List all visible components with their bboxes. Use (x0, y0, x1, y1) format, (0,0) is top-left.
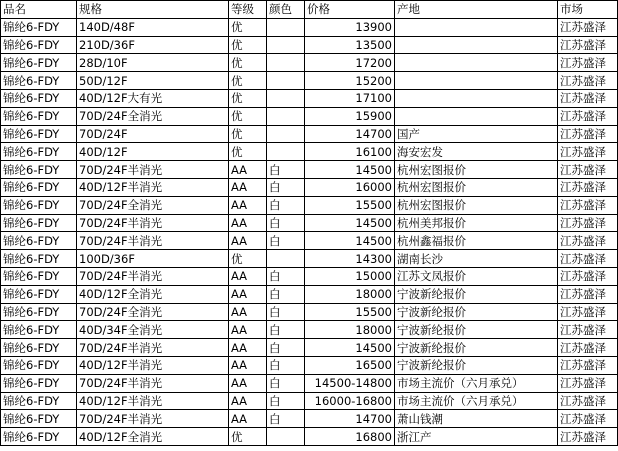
table-row (1, 36, 618, 54)
cell-spec: 40D/12F全消光 (77, 285, 229, 303)
cell-origin (395, 107, 558, 125)
cell-market: 江苏盛泽 (558, 303, 618, 321)
cell-origin: 杭州宏图报价 (395, 196, 558, 214)
table-body (1, 18, 618, 445)
cell-spec: 40D/34F全消光 (77, 321, 229, 339)
cell-grade: 优 (229, 54, 267, 72)
cell-market: 江苏盛泽 (558, 321, 618, 339)
cell-name: 锦纶6-FDY (1, 125, 77, 143)
cell-market: 江苏盛泽 (558, 339, 618, 357)
cell-name: 锦纶6-FDY (1, 18, 77, 36)
cell-grade: AA (229, 232, 267, 250)
table-row (1, 285, 618, 303)
cell-grade: AA (229, 392, 267, 410)
cell-spec: 100D/36F (77, 250, 229, 268)
cell-market: 江苏盛泽 (558, 267, 618, 285)
cell-color: 白 (267, 303, 305, 321)
cell-name: 锦纶6-FDY (1, 267, 77, 285)
cell-color: 白 (267, 392, 305, 410)
cell-market: 江苏盛泽 (558, 214, 618, 232)
cell-spec: 70D/24F半消光 (77, 339, 229, 357)
cell-color (267, 125, 305, 143)
cell-origin (395, 36, 558, 54)
header-price: 价格 (305, 1, 395, 19)
cell-grade: 优 (229, 36, 267, 54)
header-row (1, 1, 618, 19)
cell-price: 16000 (305, 178, 395, 196)
cell-price: 14500 (305, 339, 395, 357)
cell-market: 江苏盛泽 (558, 232, 618, 250)
table-row (1, 54, 618, 72)
cell-market: 江苏盛泽 (558, 36, 618, 54)
cell-color: 白 (267, 161, 305, 179)
cell-market: 江苏盛泽 (558, 356, 618, 374)
cell-grade: AA (229, 303, 267, 321)
table-row (1, 72, 618, 90)
cell-price: 15500 (305, 196, 395, 214)
cell-origin: 杭州宏图报价 (395, 178, 558, 196)
cell-grade: AA (229, 374, 267, 392)
cell-price: 14500 (305, 214, 395, 232)
cell-name: 锦纶6-FDY (1, 143, 77, 161)
cell-grade: 优 (229, 72, 267, 90)
cell-grade: AA (229, 267, 267, 285)
cell-name: 锦纶6-FDY (1, 392, 77, 410)
cell-name: 锦纶6-FDY (1, 72, 77, 90)
cell-name: 锦纶6-FDY (1, 232, 77, 250)
table-row (1, 143, 618, 161)
cell-color: 白 (267, 339, 305, 357)
cell-grade: AA (229, 178, 267, 196)
cell-price: 16800 (305, 428, 395, 446)
cell-spec: 40D/12F半消光 (77, 178, 229, 196)
cell-price: 18000 (305, 285, 395, 303)
cell-price: 14700 (305, 410, 395, 428)
cell-color (267, 250, 305, 268)
cell-market: 江苏盛泽 (558, 107, 618, 125)
cell-name: 锦纶6-FDY (1, 54, 77, 72)
cell-price: 14700 (305, 125, 395, 143)
cell-market: 江苏盛泽 (558, 72, 618, 90)
cell-color: 白 (267, 214, 305, 232)
cell-market: 江苏盛泽 (558, 125, 618, 143)
cell-price: 17100 (305, 89, 395, 107)
cell-spec: 50D/12F (77, 72, 229, 90)
cell-market: 江苏盛泽 (558, 18, 618, 36)
cell-grade: 优 (229, 89, 267, 107)
cell-name: 锦纶6-FDY (1, 214, 77, 232)
cell-price: 15900 (305, 107, 395, 125)
cell-color (267, 89, 305, 107)
cell-market: 江苏盛泽 (558, 161, 618, 179)
cell-price: 15000 (305, 267, 395, 285)
cell-name: 锦纶6-FDY (1, 36, 77, 54)
table-row (1, 89, 618, 107)
cell-grade: 优 (229, 428, 267, 446)
cell-spec: 70D/24F全消光 (77, 107, 229, 125)
cell-price: 13500 (305, 36, 395, 54)
cell-color (267, 18, 305, 36)
cell-market: 江苏盛泽 (558, 89, 618, 107)
cell-price: 15200 (305, 72, 395, 90)
cell-origin: 宁波新纶报价 (395, 303, 558, 321)
cell-name: 锦纶6-FDY (1, 285, 77, 303)
cell-name: 锦纶6-FDY (1, 107, 77, 125)
cell-grade: AA (229, 339, 267, 357)
table-row (1, 303, 618, 321)
cell-market: 江苏盛泽 (558, 392, 618, 410)
cell-origin (395, 54, 558, 72)
cell-grade: AA (229, 214, 267, 232)
cell-spec: 140D/48F (77, 18, 229, 36)
cell-color: 白 (267, 285, 305, 303)
cell-color (267, 54, 305, 72)
cell-color: 白 (267, 410, 305, 428)
cell-origin: 杭州宏图报价 (395, 161, 558, 179)
table-row (1, 250, 618, 268)
cell-grade: 优 (229, 125, 267, 143)
table-row (1, 339, 618, 357)
cell-spec: 70D/24F全消光 (77, 196, 229, 214)
cell-market: 江苏盛泽 (558, 374, 618, 392)
cell-spec: 70D/24F半消光 (77, 410, 229, 428)
table-row (1, 125, 618, 143)
table-row (1, 178, 618, 196)
cell-color: 白 (267, 267, 305, 285)
cell-market: 江苏盛泽 (558, 428, 618, 446)
cell-price: 16500 (305, 356, 395, 374)
cell-spec: 28D/10F (77, 54, 229, 72)
cell-price: 14300 (305, 250, 395, 268)
cell-origin: 海安宏发 (395, 143, 558, 161)
cell-spec: 70D/24F半消光 (77, 214, 229, 232)
cell-origin: 宁波新纶报价 (395, 285, 558, 303)
cell-color: 白 (267, 232, 305, 250)
cell-color (267, 36, 305, 54)
cell-origin: 湖南长沙 (395, 250, 558, 268)
cell-origin: 杭州鑫福报价 (395, 232, 558, 250)
cell-color: 白 (267, 321, 305, 339)
table-row (1, 321, 618, 339)
cell-name: 锦纶6-FDY (1, 196, 77, 214)
header-grade: 等级 (229, 1, 267, 19)
cell-grade: AA (229, 285, 267, 303)
cell-price: 14500 (305, 161, 395, 179)
cell-color (267, 428, 305, 446)
cell-name: 锦纶6-FDY (1, 89, 77, 107)
cell-market: 江苏盛泽 (558, 143, 618, 161)
cell-market: 江苏盛泽 (558, 54, 618, 72)
cell-price: 16000-16800 (305, 392, 395, 410)
header-market: 市场 (558, 1, 618, 19)
header-origin: 产地 (395, 1, 558, 19)
table-row (1, 161, 618, 179)
cell-grade: AA (229, 356, 267, 374)
cell-grade: AA (229, 321, 267, 339)
cell-spec: 70D/24F半消光 (77, 374, 229, 392)
cell-spec: 40D/12F (77, 143, 229, 161)
cell-price: 14500 (305, 232, 395, 250)
cell-origin: 市场主流价（六月承兑） (395, 392, 558, 410)
cell-origin (395, 18, 558, 36)
cell-origin (395, 72, 558, 90)
cell-name: 锦纶6-FDY (1, 356, 77, 374)
cell-name: 锦纶6-FDY (1, 374, 77, 392)
cell-color (267, 143, 305, 161)
cell-market: 江苏盛泽 (558, 196, 618, 214)
cell-name: 锦纶6-FDY (1, 428, 77, 446)
table-row (1, 356, 618, 374)
cell-grade: AA (229, 196, 267, 214)
cell-name: 锦纶6-FDY (1, 339, 77, 357)
cell-name: 锦纶6-FDY (1, 161, 77, 179)
cell-color: 白 (267, 196, 305, 214)
cell-grade: AA (229, 161, 267, 179)
cell-color: 白 (267, 178, 305, 196)
cell-grade: 优 (229, 107, 267, 125)
cell-origin: 萧山钱潮 (395, 410, 558, 428)
cell-name: 锦纶6-FDY (1, 178, 77, 196)
table-row (1, 196, 618, 214)
cell-name: 锦纶6-FDY (1, 321, 77, 339)
cell-price: 15500 (305, 303, 395, 321)
cell-spec: 40D/12F大有光 (77, 89, 229, 107)
cell-spec: 70D/24F半消光 (77, 232, 229, 250)
table-row (1, 214, 618, 232)
cell-name: 锦纶6-FDY (1, 250, 77, 268)
table-row (1, 374, 618, 392)
table-row (1, 18, 618, 36)
table-row (1, 392, 618, 410)
cell-price: 18000 (305, 321, 395, 339)
cell-grade: 优 (229, 18, 267, 36)
cell-name: 锦纶6-FDY (1, 410, 77, 428)
cell-spec: 70D/24F全消光 (77, 303, 229, 321)
cell-color: 白 (267, 356, 305, 374)
table-row (1, 410, 618, 428)
table-row (1, 267, 618, 285)
cell-name: 锦纶6-FDY (1, 303, 77, 321)
cell-origin: 国产 (395, 125, 558, 143)
header-color: 颜色 (267, 1, 305, 19)
cell-price: 16100 (305, 143, 395, 161)
cell-origin: 浙江产 (395, 428, 558, 446)
cell-origin: 宁波新纶报价 (395, 339, 558, 357)
cell-grade: 优 (229, 250, 267, 268)
cell-origin (395, 89, 558, 107)
cell-spec: 70D/24F (77, 125, 229, 143)
cell-spec: 210D/36F (77, 36, 229, 54)
cell-origin: 宁波新纶报价 (395, 321, 558, 339)
cell-grade: AA (229, 410, 267, 428)
cell-spec: 40D/12F全消光 (77, 428, 229, 446)
cell-market: 江苏盛泽 (558, 285, 618, 303)
table-row (1, 232, 618, 250)
table-row (1, 107, 618, 125)
cell-color (267, 72, 305, 90)
cell-price: 13900 (305, 18, 395, 36)
cell-grade: 优 (229, 143, 267, 161)
cell-spec: 40D/12F半消光 (77, 392, 229, 410)
cell-market: 江苏盛泽 (558, 250, 618, 268)
header-name: 品名 (1, 1, 77, 19)
cell-market: 江苏盛泽 (558, 178, 618, 196)
cell-origin: 市场主流价（六月承兑） (395, 374, 558, 392)
cell-spec: 70D/24F半消光 (77, 267, 229, 285)
cell-color: 白 (267, 374, 305, 392)
cell-spec: 70D/24F半消光 (77, 161, 229, 179)
cell-origin: 宁波新纶报价 (395, 356, 558, 374)
cell-color (267, 107, 305, 125)
table-row (1, 428, 618, 446)
cell-price: 14500-14800 (305, 374, 395, 392)
cell-market: 江苏盛泽 (558, 410, 618, 428)
cell-spec: 40D/12F半消光 (77, 356, 229, 374)
cell-origin: 杭州美邦报价 (395, 214, 558, 232)
cell-price: 17200 (305, 54, 395, 72)
header-spec: 规格 (77, 1, 229, 19)
cell-origin: 江苏文凤报价 (395, 267, 558, 285)
